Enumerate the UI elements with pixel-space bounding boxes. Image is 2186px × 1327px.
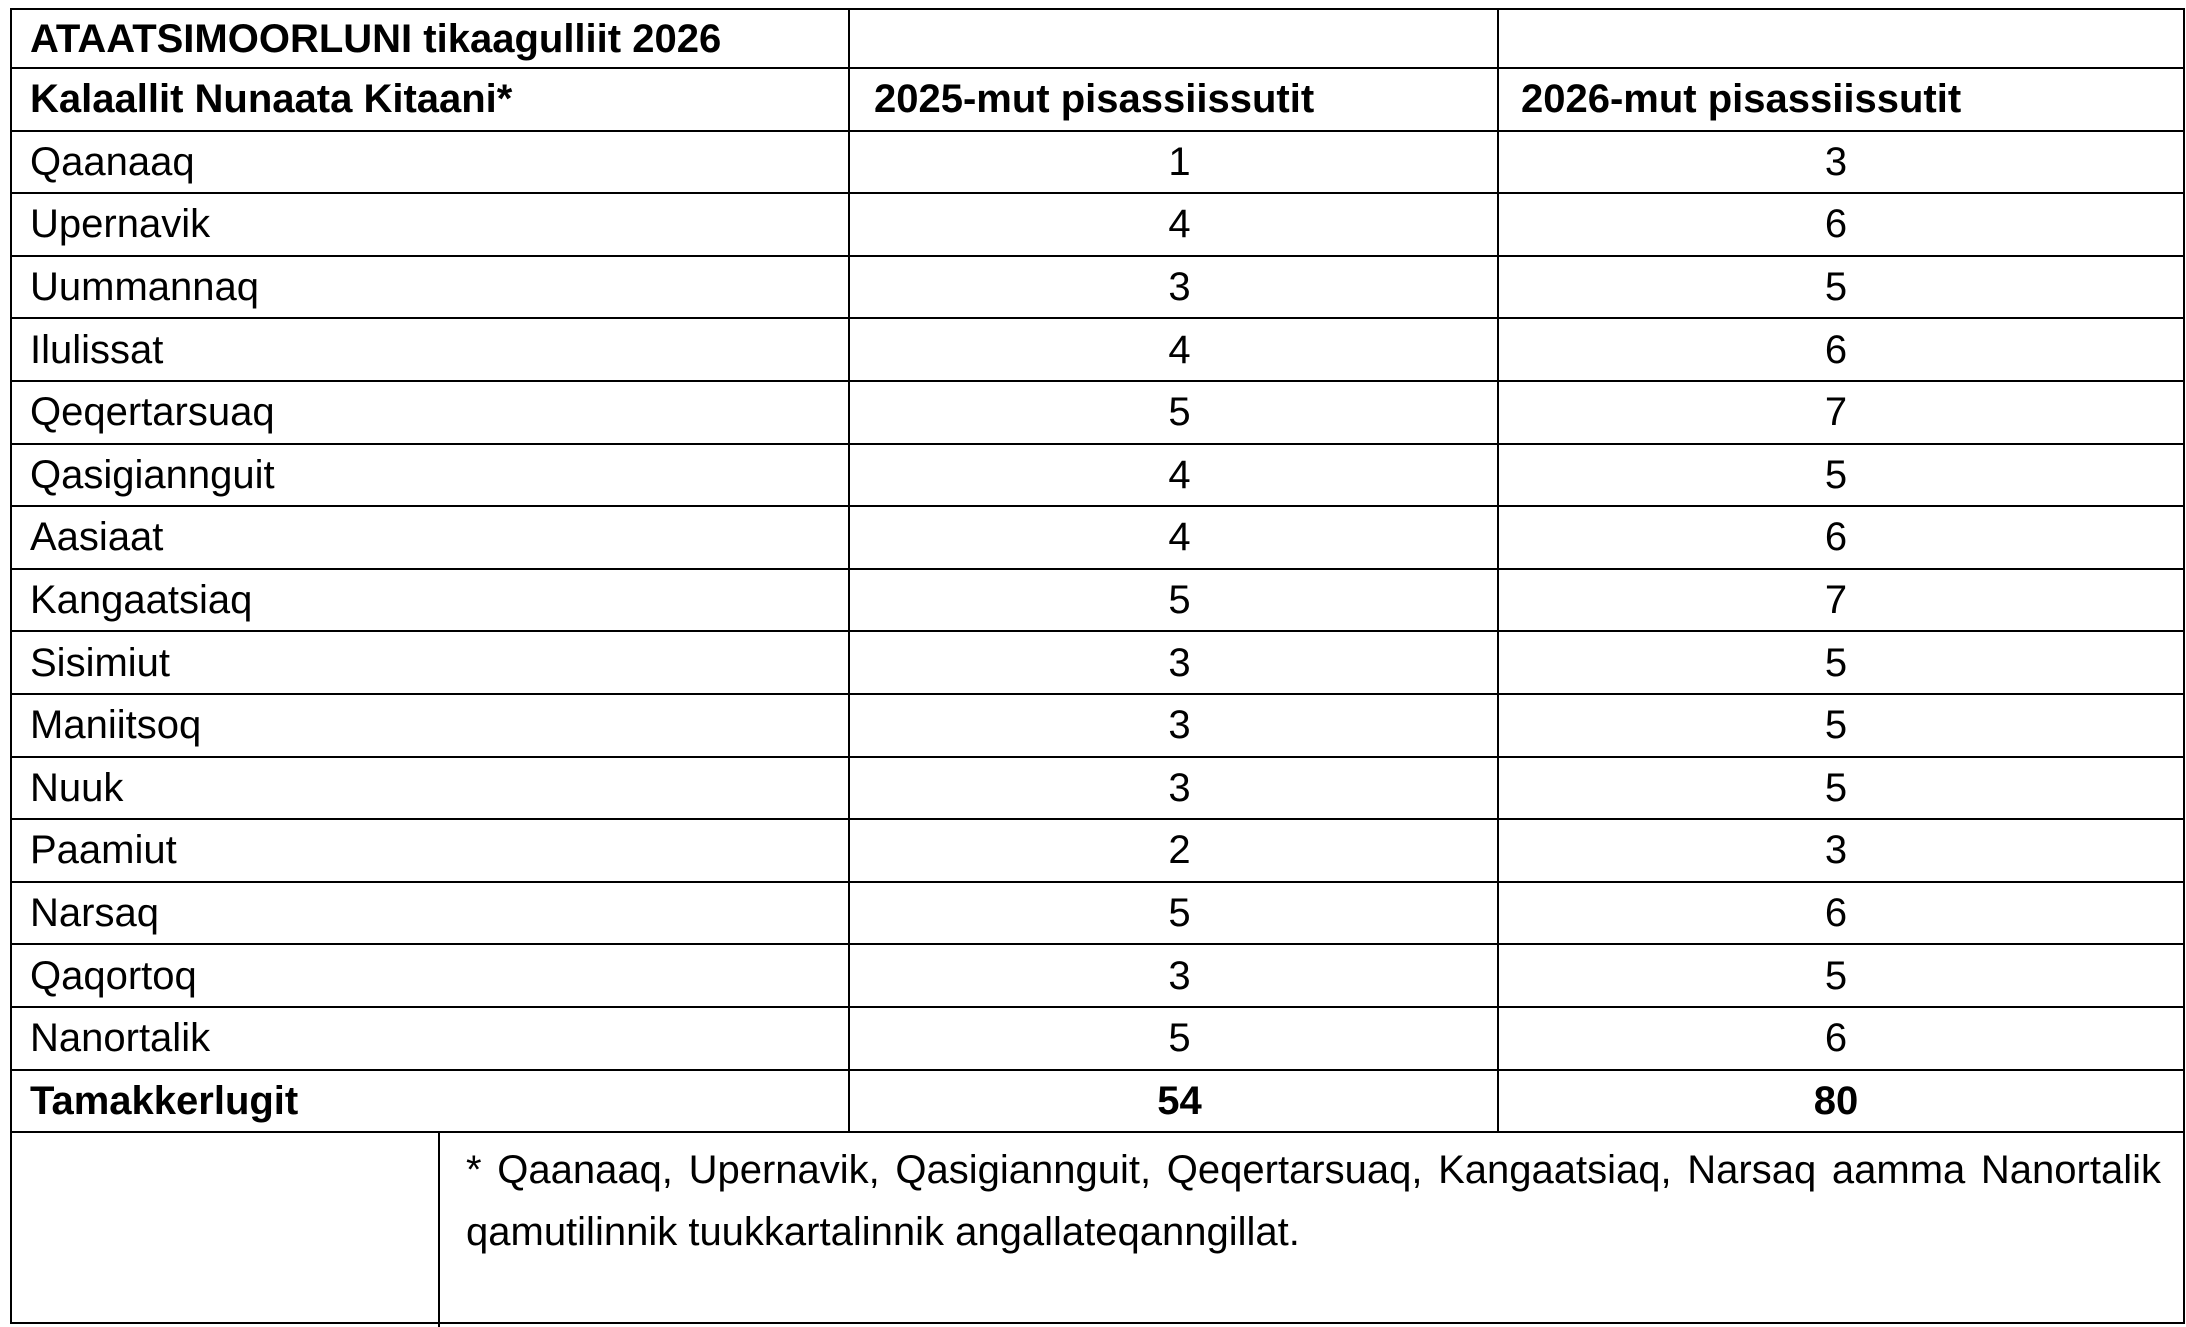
region-cell: Ilulissat xyxy=(12,319,850,380)
quota-2025-cell: 3 xyxy=(850,945,1499,1006)
table-row xyxy=(12,883,2183,946)
region-cell: Qaanaaq xyxy=(12,132,850,193)
table-row xyxy=(12,945,2183,1008)
title-row xyxy=(12,10,2183,69)
quota-2026-cell: 6 xyxy=(1824,515,1848,560)
quota-2026-cell: 7 xyxy=(1824,390,1848,435)
region-cell: Qeqertarsuaq xyxy=(12,382,850,443)
table-row xyxy=(12,445,2183,508)
region-cell: Upernavik xyxy=(12,194,850,255)
region-cell: Paamiut xyxy=(12,820,850,881)
quota-2026-cell: 6 xyxy=(1824,891,1848,936)
quota-2026-cell: 3 xyxy=(1824,828,1848,873)
table-row xyxy=(12,632,2183,695)
quota-2026-cell: 5 xyxy=(1824,452,1848,497)
quota-2025-cell: 1 xyxy=(850,132,1499,193)
footnote-text: * Qaanaaq, Upernavik, Qasigiannguit, Qeqertarsuaq, Kangaatsiaq, Narsaq aamma Nanortalik qamutilinnik tuukkartalinnik angallateqanngillat. xyxy=(466,1148,2161,1255)
quota-2025-cell: 4 xyxy=(850,445,1499,506)
quota-2025-cell: 3 xyxy=(850,257,1499,318)
header-region: Kalaallit Nunaata Kitaani* xyxy=(12,69,850,130)
region-cell: Qaqortoq xyxy=(12,945,850,1006)
quota-2026-cell: 5 xyxy=(1824,765,1848,810)
table-title: ATAATSIMOORLUNI tikaagulliit 2026 xyxy=(12,10,850,67)
total-row xyxy=(12,1071,2183,1134)
quota-2025-cell: 5 xyxy=(850,883,1499,944)
table-row xyxy=(12,257,2183,320)
quota-2025-cell: 5 xyxy=(850,382,1499,443)
header-2025: 2025-mut pisassiissutit xyxy=(850,69,1499,130)
footnote-row xyxy=(12,1133,2183,1327)
footnote-empty-cell xyxy=(12,1133,440,1327)
quota-2025-cell: 4 xyxy=(850,507,1499,568)
region-cell: Kangaatsiaq xyxy=(12,570,850,631)
quota-2026-cell: 5 xyxy=(1824,640,1848,685)
quota-2026-cell: 7 xyxy=(1824,578,1848,623)
quota-2026-cell: 5 xyxy=(1824,953,1848,998)
table-row xyxy=(12,758,2183,821)
region-cell: Nuuk xyxy=(12,758,850,819)
header-2026: 2026-mut pisassiissutit xyxy=(1521,77,1962,122)
table-row xyxy=(12,695,2183,758)
table-row xyxy=(12,820,2183,883)
quota-2025-cell: 3 xyxy=(850,632,1499,693)
region-cell: Narsaq xyxy=(12,883,850,944)
quota-2025-cell: 3 xyxy=(850,758,1499,819)
table-row xyxy=(12,570,2183,633)
title-empty-cell-2025 xyxy=(850,10,1499,67)
table-row xyxy=(12,132,2183,195)
total-2026: 80 xyxy=(1813,1078,1859,1123)
region-cell: Uummannaq xyxy=(12,257,850,318)
region-cell: Sisimiut xyxy=(12,632,850,693)
total-2025: 54 xyxy=(850,1071,1499,1132)
quota-2026-cell: 6 xyxy=(1824,327,1848,372)
table-row xyxy=(12,319,2183,382)
region-cell: Nanortalik xyxy=(12,1008,850,1069)
total-label: Tamakkerlugit xyxy=(12,1071,850,1132)
table-row xyxy=(12,1008,2183,1071)
quota-2025-cell: 5 xyxy=(850,1008,1499,1069)
region-cell: Aasiaat xyxy=(12,507,850,568)
quota-2025-cell: 5 xyxy=(850,570,1499,631)
quota-2026-cell: 5 xyxy=(1824,265,1848,310)
quota-2025-cell: 4 xyxy=(850,194,1499,255)
quota-2025-cell: 2 xyxy=(850,820,1499,881)
quota-2025-cell: 4 xyxy=(850,319,1499,380)
table-row xyxy=(12,194,2183,257)
table-row xyxy=(12,507,2183,570)
title-empty-cell-2026 xyxy=(1499,10,2183,67)
quota-table xyxy=(10,8,2185,1324)
region-cell: Maniitsoq xyxy=(12,695,850,756)
quota-2026-cell: 6 xyxy=(1824,202,1848,247)
quota-2026-cell: 5 xyxy=(1824,703,1848,748)
quota-2025-cell: 3 xyxy=(850,695,1499,756)
region-cell: Qasigiannguit xyxy=(12,445,850,506)
table-row xyxy=(12,382,2183,445)
header-row xyxy=(12,69,2183,132)
quota-2026-cell: 6 xyxy=(1824,1016,1848,1061)
quota-2026-cell: 3 xyxy=(1824,139,1848,184)
